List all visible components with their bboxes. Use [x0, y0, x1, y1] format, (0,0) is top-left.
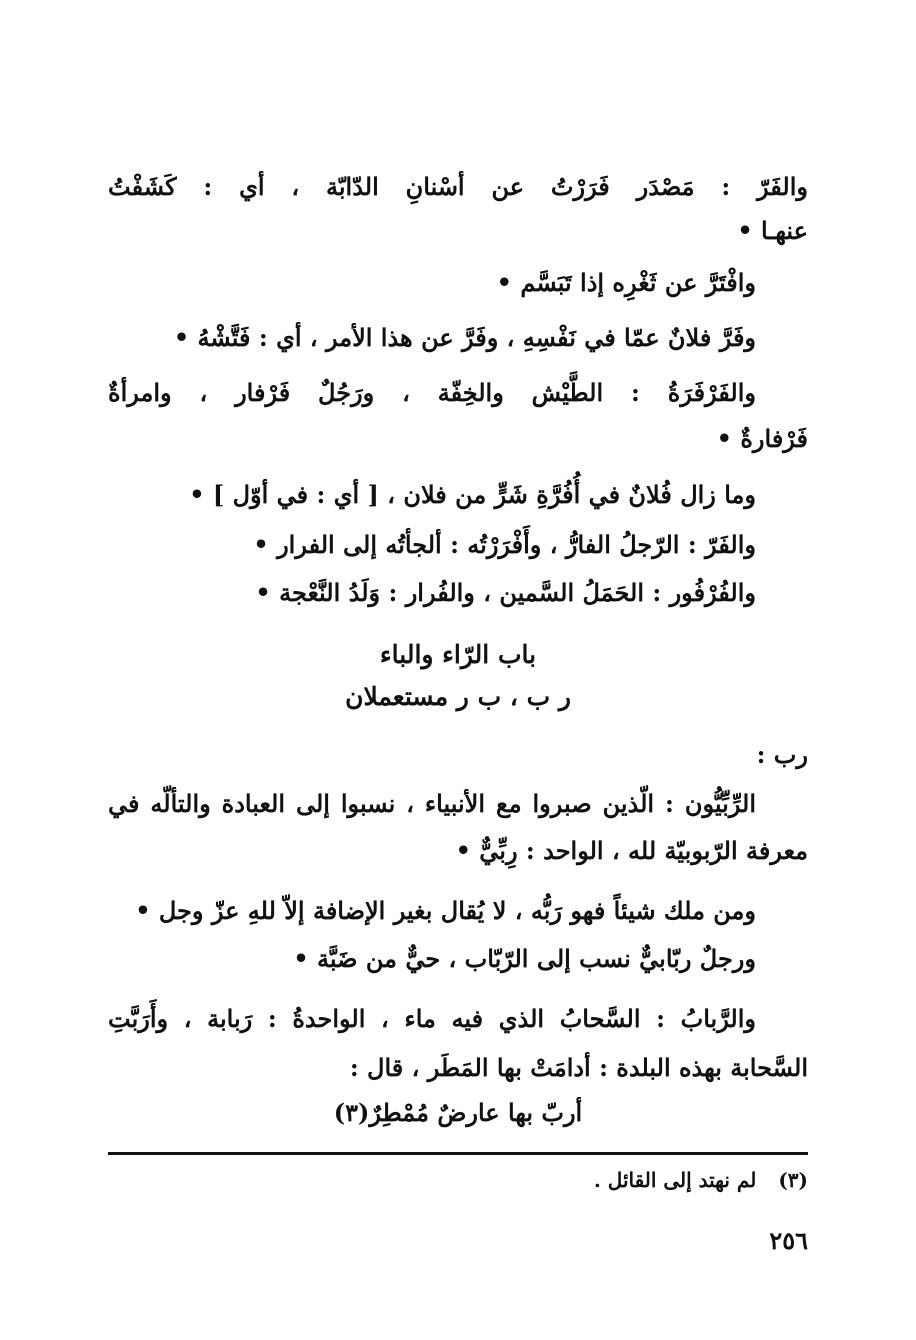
- entry-label: رب :: [756, 740, 808, 769]
- chapter-subtitle: ر ب ، ب ر مستعملان: [345, 682, 571, 711]
- footnote-number: (٣): [778, 1168, 808, 1192]
- text-line-7: وما زال فُلانٌ في أُفُرَّةِ شَرٍّ من فلان ، [ أي : في أوّل ] •: [189, 480, 756, 509]
- footnote-divider: [108, 1152, 808, 1155]
- verse-line: أربّ بها عارضٌ مُمْطِرٌ(٣): [333, 1098, 583, 1127]
- text-line-4: وفَرَّ فلانٌ عمّا في نَفْسِهِ ، وفَرَّ عن هذا الأمر ، أي : فَتَّشْهُ •: [173, 323, 756, 352]
- text-line-2: عنهـا •: [737, 216, 808, 245]
- text-line-6: فَرْفارةٌ •: [716, 424, 808, 453]
- text-line-3: وافْتَرَّ عن ثَغْرِه إذا تَبَسَّم •: [496, 268, 756, 297]
- text-line-5: والفَرْفَرَةُ : الطَّيْش والخِفّة ، ورَجُلٌ فَرْفار ، وامرأةٌ: [108, 378, 756, 407]
- text-line-9: والفُرْفُور : الحَمَلُ السَّمين ، والفُرار : وَلَدُ النَّعْجة •: [255, 578, 756, 607]
- entry-line-5: والرَّبابُ : السَّحابُ الذي فيه ماء ، الواحدةُ : رَبابة ، وأَرَبَّتِ: [108, 1004, 756, 1033]
- entry-line-1: الرِّبِّيُّون : الّذين صبروا مع الأنبياء ، نسبوا إلى العبادة والتألّه في: [108, 789, 756, 818]
- text-line-8: والفَرّ : الرّجلُ الفارُّ ، وأَفْرَرْتُه : ألجأتُه إلى الفرار •: [253, 530, 756, 559]
- entry-line-3: ومن ملك شيئاً فهو رَبُّه ، لا يُقال بغير الإضافة إلاّ للهِ عزّ وجل •: [135, 896, 756, 925]
- text-line-1: والفَرّ : مَصْدَر فَرَرْتُ عن أسْنانِ الدّابّة ، أي : كَشَفْتُ: [108, 172, 808, 201]
- footnote: [594, 1166, 808, 1194]
- entry-line-2: معرفة الرّبوبيّة لله ، الواحد : رِبِّيٌّ •: [455, 836, 808, 865]
- footnote-text: لم نهتد إلى القائل .: [593, 1168, 757, 1192]
- page-number: ٢٥٦: [769, 1226, 808, 1255]
- entry-line-4: ورجلٌ ربّابيٌّ نسب إلى الرّبّاب ، حيٌّ من ضَبَّة •: [293, 944, 756, 973]
- chapter-heading: باب الرّاء والباء: [379, 640, 537, 669]
- entry-line-6: السَّحابة بهذه البلدة : أدامَتْ بها المَطَر ، قال :: [349, 1053, 808, 1082]
